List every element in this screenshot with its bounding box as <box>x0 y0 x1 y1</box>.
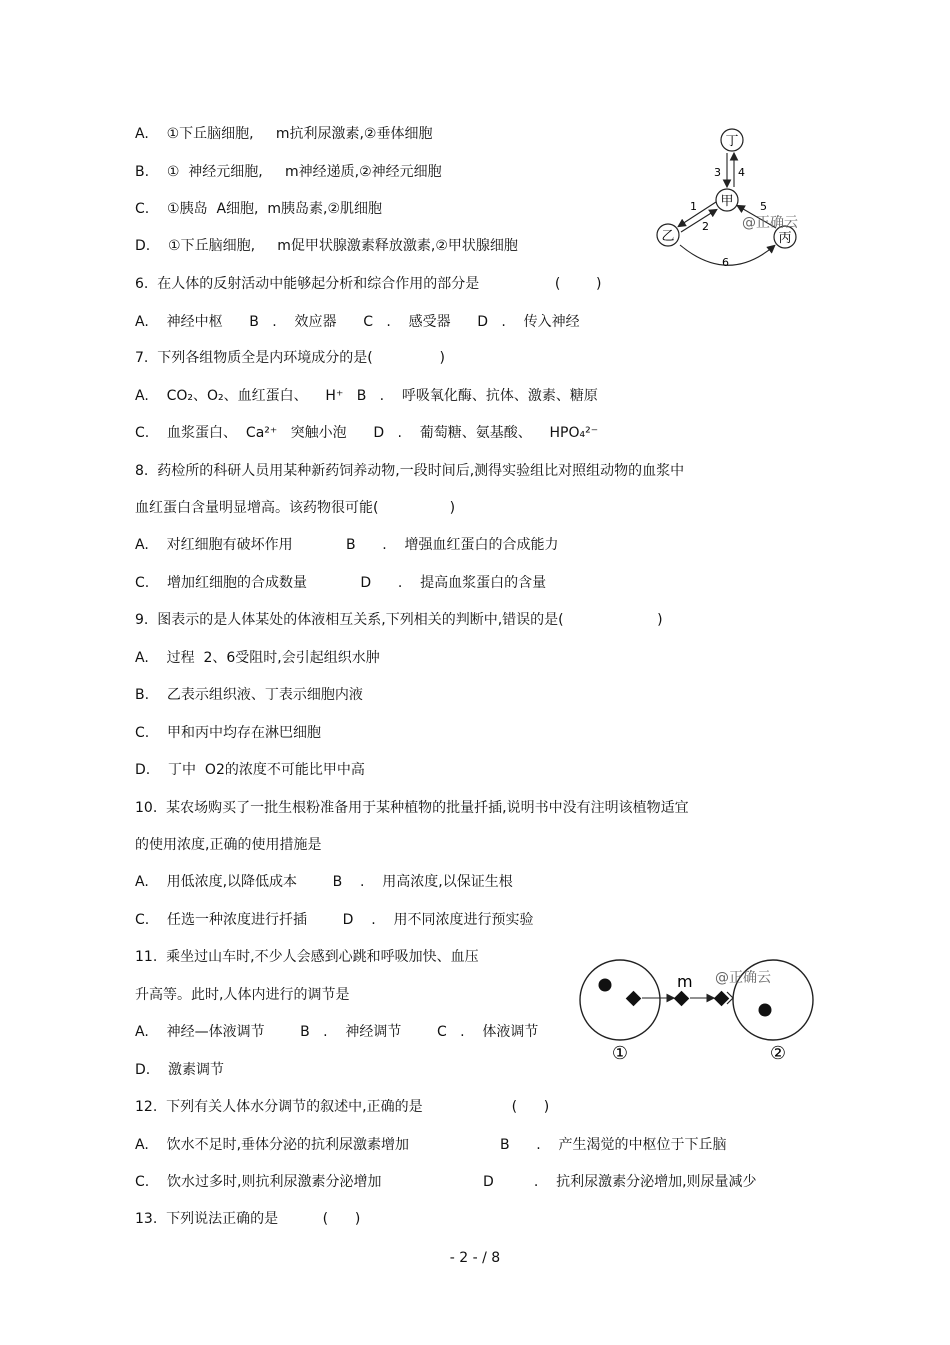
q7-stem: 7. 下列各组物质全是内环境成分的是( ) <box>135 350 445 366</box>
q12-option-d: D . 抗利尿激素分泌增加,则尿量减少 <box>483 1174 757 1190</box>
q13-stem: 13. 下列说法正确的是 ( ) <box>135 1211 361 1227</box>
cell-1-nucleus <box>599 979 612 992</box>
cell-1-label: ① <box>611 1043 629 1064</box>
arrow-4-label: 4 <box>738 166 745 179</box>
q8-options-cd: C. 增加红细胞的合成数量 D . 提高血浆蛋白的含量 <box>135 575 547 591</box>
q6-options: A. 神经中枢 B . 效应器 C . 感受器 D . 传入神经 <box>135 314 580 330</box>
cell-2-label: ② <box>769 1043 787 1064</box>
body-fluid-diagram <box>650 120 810 280</box>
q11-stem-line1: 11. 乘坐过山车时,不少人会感到心跳和呼吸加快、血压 <box>135 949 479 965</box>
q9-option-b: B. 乙表示组织液、丁表示细胞内液 <box>135 687 363 703</box>
q5-option-a: A. ①下丘脑细胞, m抗利尿激素,②垂体细胞 <box>135 126 433 142</box>
q8-stem-line2: 血红蛋白含量明显增高。该药物很可能( ) <box>135 500 456 516</box>
q7-options-ab: A. CO₂、O₂、血红蛋白、 H⁺ B . 呼吸氧化酶、抗体、激素、糖原 <box>135 388 598 404</box>
page-number: - 2 - / 8 <box>449 1250 501 1266</box>
q12-stem: 12. 下列有关人体水分调节的叙述中,正确的是 ( ) <box>135 1099 550 1115</box>
arrow-5-label: 5 <box>760 200 767 213</box>
arrow-6-label: 6 <box>722 256 729 269</box>
signal-m-label: m <box>677 972 693 991</box>
node-yi-label: 乙 <box>661 229 675 244</box>
q10-stem-line1: 10. 某农场购买了一批生根粉准备用于某种植物的批量扦插,说明书中没有注明该植物适宜 <box>135 800 689 816</box>
q11-options-abc: A. 神经—体液调节 B . 神经调节 C . 体液调节 <box>135 1024 539 1040</box>
q9-option-d: D. 丁中 O2的浓度不可能比甲中高 <box>135 762 365 778</box>
q9-stem: 9. 图表示的是人体某处的体液相互关系,下列相关的判断中,错误的是( ) <box>135 612 663 628</box>
q5-option-d: D. ①下丘脑细胞, m促甲状腺激素释放激素,②甲状腺细胞 <box>135 238 518 254</box>
node-ding-label: 丁 <box>725 134 739 149</box>
q5-option-c: C. ①胰岛 A细胞, m胰岛素,②肌细胞 <box>135 201 383 217</box>
q10-stem-line2: 的使用浓度,正确的使用措施是 <box>135 837 322 853</box>
q9-option-a: A. 过程 2、6受阻时,会引起组织水肿 <box>135 650 380 666</box>
q11-stem-line2: 升高等。此时,人体内进行的调节是 <box>135 987 350 1003</box>
q8-stem-line1: 8. 药检所的科研人员用某种新药饲养动物,一段时间后,测得实验组比对照组动物的血浆中 <box>135 463 685 479</box>
arrow-2-label: 2 <box>702 220 709 233</box>
cell-signal-diagram <box>575 955 820 1067</box>
cell-2-nucleus <box>759 1004 772 1017</box>
arrow-3-label: 3 <box>714 166 721 179</box>
q10-options-ab: A. 用低浓度,以降低成本 B . 用高浓度,以保证生根 <box>135 874 513 890</box>
q5-option-b: B. ① 神经元细胞, m神经递质,②神经元细胞 <box>135 164 442 180</box>
q8-options-ab: A. 对红细胞有破坏作用 B . 增强血红蛋白的合成能力 <box>135 537 559 553</box>
arrow-1-label: 1 <box>690 200 697 213</box>
q9-option-c: C. 甲和丙中均存在淋巴细胞 <box>135 725 322 741</box>
q12-option-c: C. 饮水过多时,则抗利尿激素分泌增加 <box>135 1174 382 1190</box>
q12-option-a: A. 饮水不足时,垂体分泌的抗利尿激素增加 <box>135 1137 410 1153</box>
q10-options-cd: C. 任选一种浓度进行扦插 D . 用不同浓度进行预实验 <box>135 912 534 928</box>
watermark-1: @正确云 <box>742 215 798 231</box>
cell-1 <box>580 960 660 1040</box>
node-bing-label: 丙 <box>778 231 792 246</box>
q12-option-b: B . 产生渴觉的中枢位于下丘脑 <box>500 1137 727 1153</box>
cell-1-signal-diamond <box>626 991 642 1007</box>
signal-m-diamond <box>674 991 690 1007</box>
q11-option-d: D. 激素调节 <box>135 1062 225 1078</box>
watermark-2: @正确云 <box>715 970 771 986</box>
node-jia-label: 甲 <box>720 194 734 209</box>
q6-stem: 6. 在人体的反射活动中能够起分析和综合作用的部分是 ( ) <box>135 276 602 292</box>
q7-options-cd: C. 血浆蛋白、 Ca²⁺ 突触小泡 D . 葡萄糖、氨基酸、 HPO₄²⁻ <box>135 425 599 441</box>
